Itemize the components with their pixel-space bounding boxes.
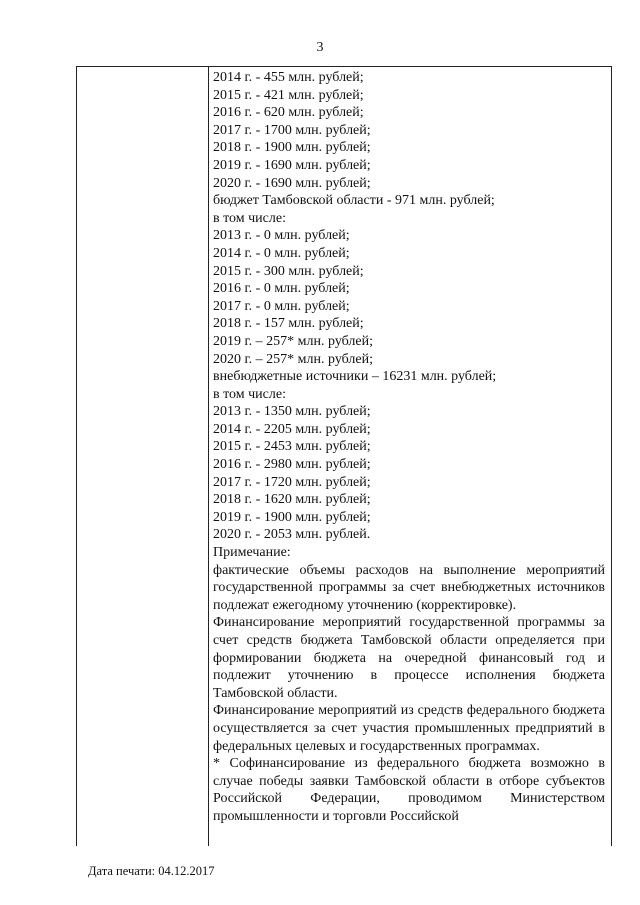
text-line: 2015 г. - 2453 млн. рублей; — [213, 439, 371, 455]
note-paragraph: Финансирование мероприятий государственной программы за счет средств бюджета Тамбовской области определяется при формировании бюджета на очередной финансовый год и подлежит уточнению в процессе исполнения бюджета Тамбовской области. — [213, 615, 605, 701]
text-line: 2020 г. – 257* млн. рублей; — [213, 351, 373, 367]
text-line: 2013 г. - 1350 млн. рублей; — [213, 404, 371, 420]
text-line: 2014 г. - 455 млн. рублей; — [213, 70, 364, 85]
text-line: бюджет Тамбовской области - 971 млн. рублей; — [213, 193, 495, 209]
text-line: 2018 г. - 1900 млн. рублей; — [213, 140, 371, 156]
text-line: 2020 г. - 1690 млн. рублей; — [213, 175, 371, 191]
text-line: 2018 г. - 157 млн. рублей; — [213, 316, 364, 332]
text-line: 2013 г. - 0 млн. рублей; — [213, 228, 350, 244]
table-right-column — [209, 67, 611, 846]
text-line: 2020 г. - 2053 млн. рублей. — [213, 527, 371, 543]
text-line: 2017 г. - 1720 млн. рублей; — [213, 474, 371, 490]
text-line: 2016 г. - 620 млн. рублей; — [213, 105, 364, 121]
footnote-paragraph: * Софинансирование из федерального бюджета возможно в случае победы заявки Тамбовской области в отборе субъектов Российской Федерации, проводимом Министерством промышленности и торговли Российской — [213, 756, 605, 824]
text-line: 2015 г. - 421 млн. рублей; — [213, 87, 364, 103]
text-line: 2015 г. - 300 млн. рублей; — [213, 263, 364, 279]
table-left-column — [77, 67, 209, 846]
note-paragraph: Финансирование мероприятий из средств федерального бюджета осуществляется за счет участия промышленных предприятий в федеральных целевых и государственных программах. — [213, 703, 605, 754]
page-number: 3 — [316, 40, 324, 55]
text-line: 2019 г. - 1900 млн. рублей; — [213, 509, 371, 525]
print-date: Дата печати: 04.12.2017 — [88, 864, 215, 878]
text-line: в том числе: — [213, 386, 286, 402]
text-line: 2016 г. - 0 млн. рублей; — [213, 281, 350, 297]
note-heading: Примечание: — [213, 545, 291, 561]
financing-table — [76, 66, 612, 846]
note-paragraph: фактические объемы расходов на выполнение мероприятий государственной программы за счет внебюджетных источников подлежат ежегодному уточнению (корректировке). — [213, 562, 605, 613]
text-line: 2018 г. - 1620 млн. рублей; — [213, 492, 371, 508]
text-line: 2017 г. - 1700 млн. рублей; — [213, 122, 371, 138]
text-line: 2019 г. – 257* млн. рублей; — [213, 333, 373, 349]
text-line: 2017 г. - 0 млн. рублей; — [213, 298, 350, 314]
text-line: в том числе: — [213, 210, 286, 226]
text-line: 2016 г. - 2980 млн. рублей; — [213, 457, 371, 473]
text-line: 2014 г. - 2205 млн. рублей; — [213, 421, 371, 437]
text-line: внебюджетные источники – 16231 млн. рублей; — [213, 369, 497, 385]
text-line: 2014 г. - 0 млн. рублей; — [213, 245, 350, 261]
text-line: 2019 г. - 1690 млн. рублей; — [213, 157, 371, 173]
